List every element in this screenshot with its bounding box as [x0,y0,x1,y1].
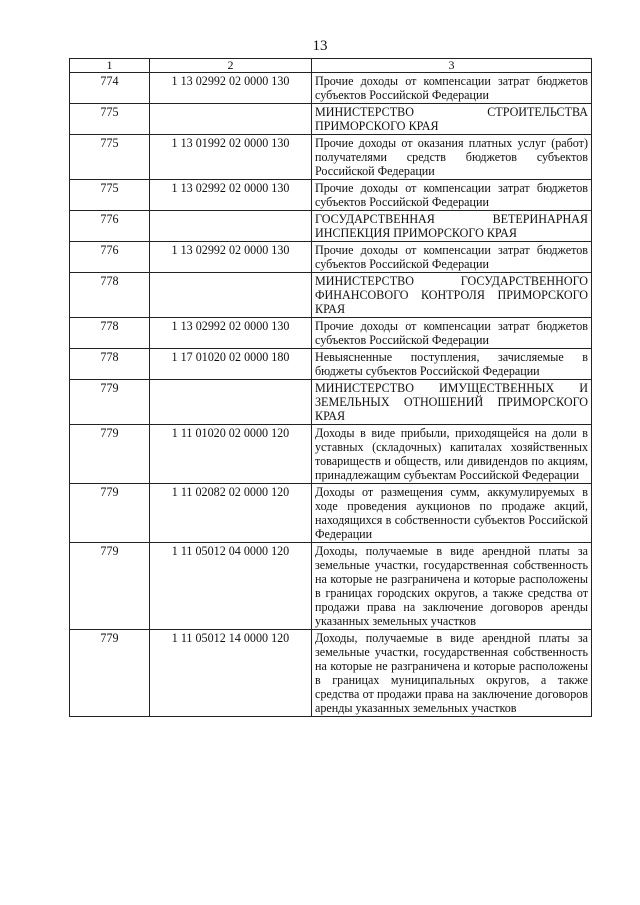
table-row [70,484,592,543]
table-row [70,380,592,425]
table-row [70,630,592,717]
admin-code-cell: 774 [70,73,150,104]
admin-code-cell: 775 [70,135,150,180]
column-header-3: 3 [312,59,592,73]
table-row [70,318,592,349]
admin-code-cell: 778 [70,318,150,349]
revenue-code-cell: 1 11 05012 04 0000 120 [150,543,312,630]
revenue-code-cell: 1 13 02992 02 0000 130 [150,242,312,273]
revenue-name-cell: Доходы от размещения сумм, аккумулируемых в ходе проведения аукционов по продаже акций, находящихся в собственности субъектов Российской Федерации [312,484,592,543]
admin-code-cell: 779 [70,543,150,630]
agency-name-cell: МИНИСТЕРСТВО СТРОИТЕЛЬСТВА ПРИМОРСКОГО КРАЯ [312,104,592,135]
table-row [70,73,592,104]
admin-code-cell: 779 [70,425,150,484]
admin-code-cell: 776 [70,211,150,242]
revenue-code-cell: 1 13 02992 02 0000 130 [150,318,312,349]
admin-code-cell: 778 [70,349,150,380]
admin-code-cell: 779 [70,380,150,425]
table-row [70,543,592,630]
table-row [70,104,592,135]
revenue-code-cell [150,273,312,318]
revenue-name-cell: Прочие доходы от компенсации затрат бюджетов субъектов Российской Федерации [312,242,592,273]
admin-code-cell: 775 [70,180,150,211]
codes-table [69,58,592,717]
revenue-code-cell: 1 13 02992 02 0000 130 [150,180,312,211]
revenue-name-cell: Доходы, получаемые в виде арендной платы за земельные участки, государственная собственность на которые не разграничена и которые расположены в границах муниципальных округов, а также средства от продажи права на заключение договоров аренды указанных земельных участков [312,630,592,717]
column-header-2: 2 [150,59,312,73]
admin-code-cell: 779 [70,630,150,717]
revenue-code-cell: 1 13 01992 02 0000 130 [150,135,312,180]
revenue-code-cell: 1 13 02992 02 0000 130 [150,73,312,104]
table-row [70,242,592,273]
agency-name-cell: ГОСУДАРСТВЕННАЯ ВЕТЕРИНАРНАЯ ИНСПЕКЦИЯ ПРИМОРСКОГО КРАЯ [312,211,592,242]
page-number: 13 [312,38,328,54]
table-header-row [70,59,592,73]
revenue-name-cell: Доходы, получаемые в виде арендной платы за земельные участки, государственная собственность на которые не разграничена и которые расположены в границах городских округов, а также средства от продажи права на заключение договоров аренды указанных земельных участков [312,543,592,630]
admin-code-cell: 776 [70,242,150,273]
revenue-code-cell: 1 11 01020 02 0000 120 [150,425,312,484]
revenue-code-cell [150,211,312,242]
revenue-name-cell: Прочие доходы от компенсации затрат бюджетов субъектов Российской Федерации [312,180,592,211]
admin-code-cell: 778 [70,273,150,318]
table-row [70,211,592,242]
table-row [70,425,592,484]
table-row [70,273,592,318]
revenue-code-cell [150,104,312,135]
table-row [70,349,592,380]
table-row [70,135,592,180]
table-row [70,180,592,211]
admin-code-cell: 775 [70,104,150,135]
revenue-code-cell: 1 17 01020 02 0000 180 [150,349,312,380]
revenue-name-cell: Прочие доходы от компенсации затрат бюджетов субъектов Российской Федерации [312,318,592,349]
revenue-name-cell: Невыясненные поступления, зачисляемые в бюджеты субъектов Российской Федерации [312,349,592,380]
column-header-1: 1 [70,59,150,73]
admin-code-cell: 779 [70,484,150,543]
revenue-name-cell: Прочие доходы от компенсации затрат бюджетов субъектов Российской Федерации [312,73,592,104]
revenue-code-cell [150,380,312,425]
agency-name-cell: МИНИСТЕРСТВО ГОСУДАРСТВЕННОГО ФИНАНСОВОГО КОНТРОЛЯ ПРИМОРСКОГО КРАЯ [312,273,592,318]
revenue-name-cell: Прочие доходы от оказания платных услуг (работ) получателями средств бюджетов субъектов Российской Федерации [312,135,592,180]
revenue-code-cell: 1 11 05012 14 0000 120 [150,630,312,717]
agency-name-cell: МИНИСТЕРСТВО ИМУЩЕСТВЕННЫХ И ЗЕМЕЛЬНЫХ ОТНОШЕНИЙ ПРИМОРСКОГО КРАЯ [312,380,592,425]
revenue-code-cell: 1 11 02082 02 0000 120 [150,484,312,543]
revenue-name-cell: Доходы в виде прибыли, приходящейся на доли в уставных (складочных) капиталах хозяйственных товариществ и обществ, или дивидендов по акциям, принадлежащим субъектам Российской Федерации [312,425,592,484]
